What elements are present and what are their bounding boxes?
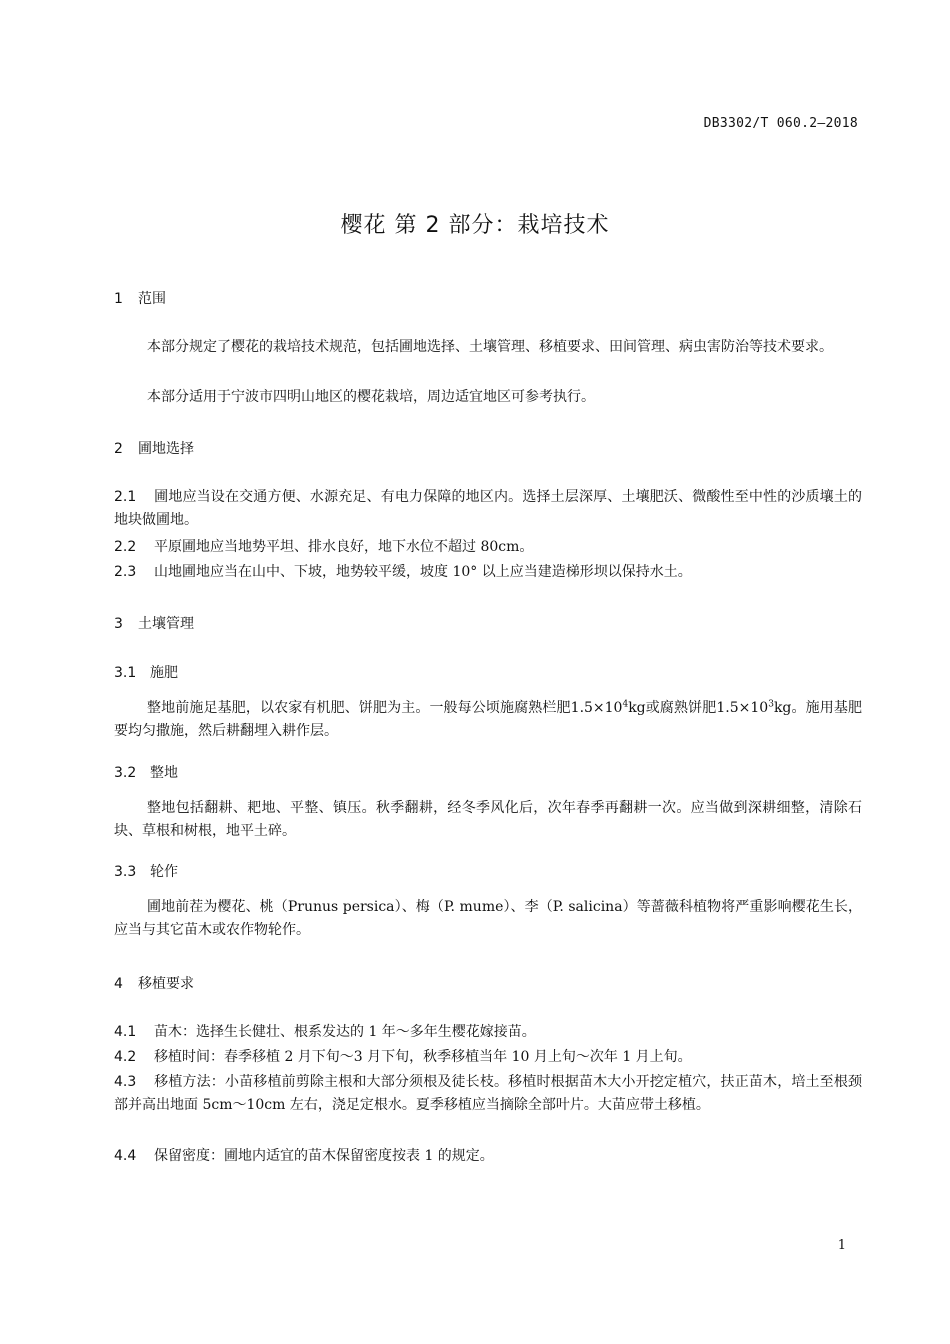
section-2-heading: 2 圃地选择 [114,441,194,457]
clause-4-4: 4.4 保留密度：圃地内适宜的苗木保留密度按表 1 的规定。 [114,1148,494,1164]
clause-4-1: 4.1 苗木：选择生长健壮、根系发达的 1 年～多年生樱花嫁接苗。 [114,1024,536,1040]
section-1-heading: 1 范围 [114,291,166,307]
subsection-3-1-heading: 3.1 施肥 [114,665,178,681]
subsection-3-2-paragraph: 整地包括翻耕、耙地、平整、镇压。秋季翻耕，经冬季风化后，次年春季再翻耕一次。应当做到深耕细整，清除石块、草根和树根，地平土碎。 [114,800,862,839]
subsection-3-2-heading: 3.2 整地 [114,765,178,781]
page-number: 1 [837,1238,846,1253]
section-1-paragraph-2: 本部分适用于宁波市四明山地区的樱花栽培，周边适宜地区可参考执行。 [147,389,595,405]
subsection-3-3-paragraph: 圃地前茬为樱花、桃（Prunus persica）、梅（P. mume）、李（P. salicina）等蔷薇科植物将严重影响樱花生长，应当与其它苗木或农作物轮作。 [114,899,862,938]
section-4-heading: 4 移植要求 [114,976,194,992]
clause-4-2: 4.2 移植时间：春季移植 2 月下旬～3 月下旬，秋季移植当年 10 月上旬～次年 1 月上旬。 [114,1049,692,1065]
clause-2-3: 2.3 山地圃地应当在山中、下坡，地势较平缓，坡度 10° 以上应当建造梯形坝以保持水土。 [114,564,692,580]
clause-2-2: 2.2 平原圃地应当地势平坦、排水良好，地下水位不超过 80cm。 [114,539,534,555]
page-title: 樱花 第 2 部分：栽培技术 [340,213,610,238]
clause-4-3: 4.3 移植方法：小苗移植前剪除主根和大部分须根及徒长枝。移植时根据苗木大小开挖定植穴，扶正苗木，培土至根颈部并高出地面 5cm～10cm 左右，浇足定根水。夏季移植应当摘除全部叶片。大苗应带土移植。 [114,1074,862,1113]
clause-2-1: 2.1 圃地应当设在交通方便、水源充足、有电力保障的地区内。选择土层深厚、土壤肥沃、微酸性至中性的沙质壤土的地块做圃地。 [114,489,862,528]
section-1-paragraph-1: 本部分规定了樱花的栽培技术规范，包括圃地选择、土壤管理、移植要求、田间管理、病虫害防治等技术要求。 [147,339,833,355]
subsection-3-1-paragraph: 整地前施足基肥，以农家有机肥、饼肥为主。一般每公顷施腐熟栏肥$1.5\times 10^4kg$或腐熟饼肥$1.5\times 10^3kg$。施用基肥要均匀撒施，然后耕翻埋入耕作层。 [114,699,862,739]
section-3-heading: 3 土壤管理 [114,616,194,632]
subsection-3-3-heading: 3.3 轮作 [114,864,178,880]
standard-code: DB3302/T 060.2—2018 [703,116,858,131]
